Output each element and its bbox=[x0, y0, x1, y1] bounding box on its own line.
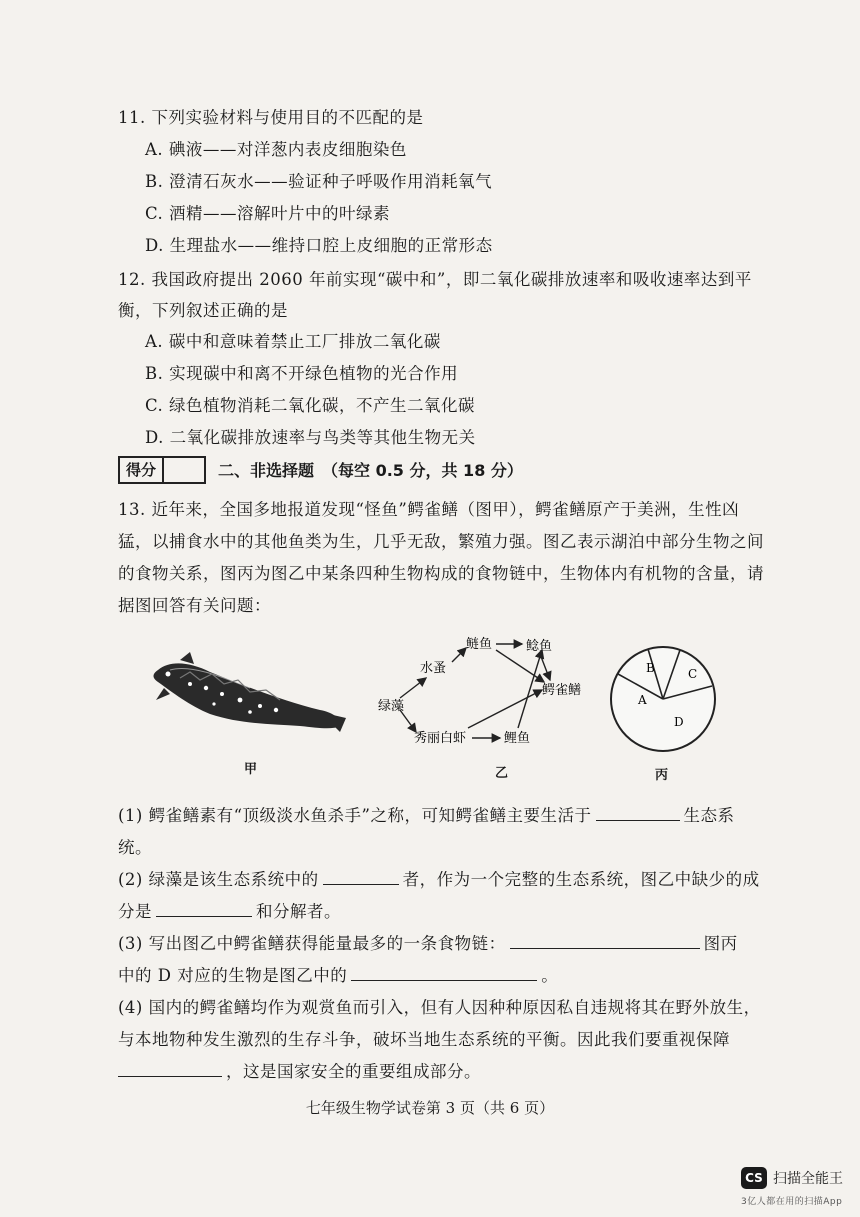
scanner-watermark bbox=[741, 1167, 843, 1189]
node-waterflea: 水蚤 bbox=[420, 661, 447, 676]
q11-option-a: A. 碘液——对洋葱内表皮细胞染色 bbox=[145, 140, 407, 159]
q13-sub3-text-b: 图丙 bbox=[703, 934, 738, 953]
q13-sub3-line1 bbox=[118, 930, 738, 954]
q13-sub2-line2 bbox=[118, 898, 341, 922]
q13-sub3-line2 bbox=[118, 962, 558, 986]
score-box bbox=[118, 456, 206, 484]
node-catfish: 鲶鱼 bbox=[526, 639, 553, 654]
q13-sub2-text-c: 分是 bbox=[118, 902, 152, 921]
food-web-diagram bbox=[370, 628, 590, 758]
q12-option-a: A. 碳中和意味着禁止工厂排放二氧化碳 bbox=[145, 332, 441, 351]
organic-matter-pie bbox=[608, 644, 718, 754]
q13-sub2-blank1[interactable] bbox=[323, 883, 399, 885]
pie-label-b: B bbox=[646, 661, 655, 675]
node-gar: 鳄雀鳝 bbox=[542, 683, 582, 698]
q11-option-b: B. 澄清石灰水——验证种子呼吸作用消耗氧气 bbox=[145, 172, 493, 191]
q13-para-line4: 据图回答有关问题： bbox=[118, 596, 271, 615]
q13-sub3-text-d: 。 bbox=[541, 966, 559, 985]
pie-label-a: A bbox=[638, 693, 647, 707]
q13-sub1-blank[interactable] bbox=[596, 819, 680, 821]
node-silver-carp: 鲢鱼 bbox=[466, 637, 493, 652]
q13-sub3-text-c: 中的 D 对应的生物是图乙中的 bbox=[118, 966, 348, 985]
q11-stem: 11. 下列实验材料与使用目的不匹配的是 bbox=[118, 108, 424, 127]
node-shrimp: 秀丽白虾 bbox=[414, 731, 467, 746]
node-carp: 鲤鱼 bbox=[504, 731, 531, 746]
figure-jia-label: 甲 bbox=[244, 762, 258, 777]
q13-sub4-text-c: ，这是国家安全的重要组成部分。 bbox=[226, 1062, 481, 1081]
pie-label-c: C bbox=[688, 667, 698, 681]
node-algae: 绿藻 bbox=[378, 699, 405, 714]
q13-sub1-line2: 统。 bbox=[118, 838, 152, 857]
figure-yi-label: 乙 bbox=[495, 766, 509, 781]
q13-sub2-text-b: 者，作为一个完整的生态系统，图乙中缺少的成 bbox=[402, 870, 760, 889]
section-title: 二、非选择题 （每空 0.5 分，共 18 分） bbox=[218, 461, 523, 480]
pie-label-d: D bbox=[674, 715, 684, 729]
q13-sub4-line2: 与本地物种发生激烈的生存斗争，破坏当地生态系统的平衡。因此我们要重视保障 bbox=[118, 1030, 730, 1049]
q13-sub2-line1 bbox=[118, 866, 760, 890]
q11-option-c: C. 酒精——溶解叶片中的叶绿素 bbox=[145, 204, 391, 223]
q13-sub2-text-a: (2) 绿藻是该生态系统中的 bbox=[118, 870, 319, 889]
q12-option-c: C. 绿色植物消耗二氧化碳，不产生二氧化碳 bbox=[145, 396, 476, 415]
score-label: 得分 bbox=[120, 458, 164, 482]
page-footer: 七年级生物学试卷第 3 页（共 6 页） bbox=[305, 1099, 555, 1117]
q13-para-line3: 的食物关系，图丙为图乙中某条四种生物构成的食物链中，生物体内有机物的含量，请 bbox=[118, 564, 764, 583]
q13-para-line2: 猛，以捕食水中的其他鱼类为生，几乎无敌，繁殖力强。图乙表示湖泊中部分生物之间 bbox=[118, 532, 764, 551]
q13-para-line1: 13. 近年来，全国多地报道发现“怪鱼”鳄雀鳝（图甲），鳄雀鳝原产于美洲，生性凶 bbox=[118, 500, 740, 519]
q13-sub1-text: (1) 鳄雀鳝素有“顶级淡水鱼杀手”之称，可知鳄雀鳝主要生活于 bbox=[118, 806, 592, 825]
camscanner-logo-icon: CS bbox=[741, 1167, 767, 1189]
q12-stem-line1: 12. 我国政府提出 2060 年前实现“碳中和”，即二氧化碳排放速率和吸收速率达到平 bbox=[118, 270, 752, 289]
q13-sub1-text-b: 生态系 bbox=[683, 806, 735, 825]
q12-option-d: D. 二氧化碳排放速率与鸟类等其他生物无关 bbox=[145, 428, 476, 447]
figure-bing-label: 丙 bbox=[655, 768, 669, 783]
q13-sub4-blank[interactable] bbox=[118, 1075, 222, 1077]
q13-sub3-text-a: (3) 写出图乙中鳄雀鳝获得能量最多的一条食物链： bbox=[118, 934, 506, 953]
q13-sub3-blank1[interactable] bbox=[510, 947, 700, 949]
q11-option-d: D. 生理盐水——维持口腔上皮细胞的正常形态 bbox=[145, 236, 493, 255]
q12-option-b: B. 实现碳中和离不开绿色植物的光合作用 bbox=[145, 364, 459, 383]
q13-sub1-line1 bbox=[118, 802, 735, 826]
q13-sub3-blank2[interactable] bbox=[351, 979, 537, 981]
q12-stem-line2: 衡，下列叙述正确的是 bbox=[118, 301, 288, 320]
watermark-tagline: 3亿人都在用的扫描App bbox=[741, 1197, 843, 1207]
q13-sub2-blank2[interactable] bbox=[156, 915, 252, 917]
q13-sub2-text-d: 和分解者。 bbox=[256, 902, 341, 921]
q13-sub4-line1: (4) 国内的鳄雀鳝均作为观赏鱼而引入，但有人因种种原因私自违规将其在野外放生， bbox=[118, 998, 761, 1017]
gar-fish-image bbox=[150, 648, 350, 748]
q13-sub4-line3 bbox=[118, 1058, 481, 1082]
watermark-app-name: 扫描全能王 bbox=[773, 1171, 843, 1187]
